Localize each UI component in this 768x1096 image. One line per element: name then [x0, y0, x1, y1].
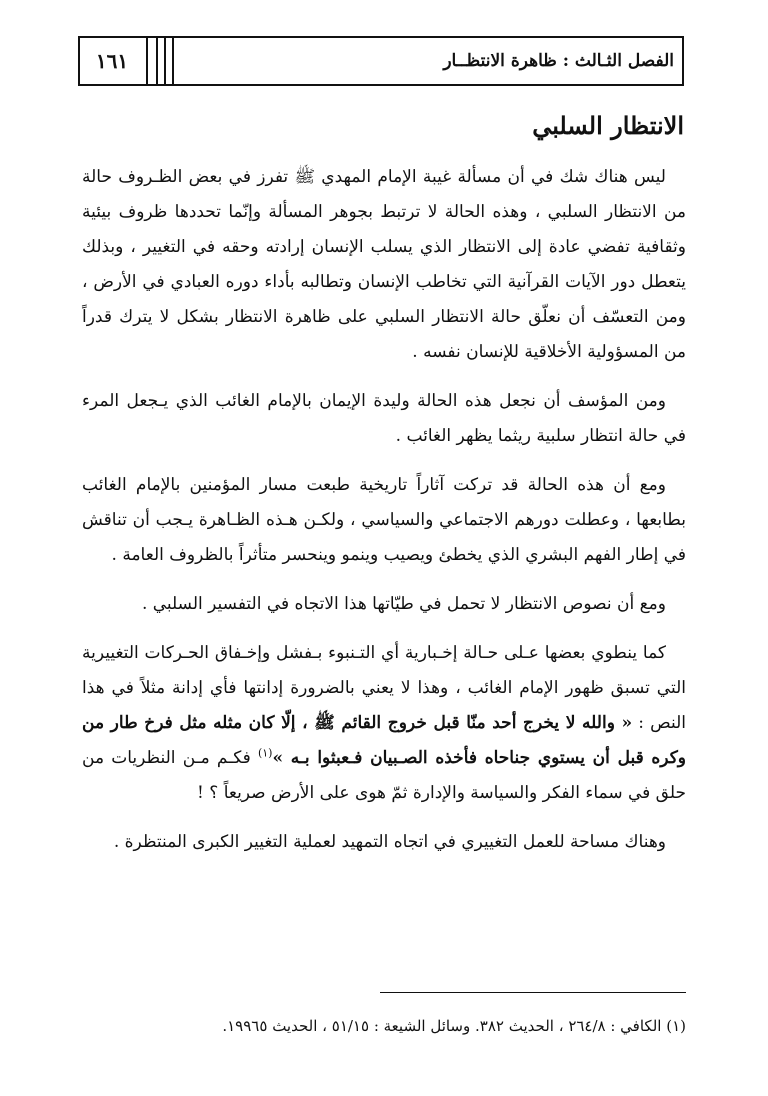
- paragraph-text: فكـم مـن النظريات من حلق في سماء الفكر والسياسة والإدارة ثمّ هوى على الأرض صريعاً ؟ !: [82, 748, 686, 803]
- hadith-quote: « والله لا يخرج أحد منّا قبل خروج القائم ﷺ ، إلّا كان مثله مثل فرخ طار من وكره قبل أن يستوي جناحاه فأخذه الصـبيان فـعبثوا بـه »: [82, 713, 686, 768]
- paragraph: ومع أن نصوص الانتظار لا تحمل في طيّاتها هذا الاتجاه في التفسير السلبي .: [141, 594, 666, 614]
- page-body: [82, 106, 686, 874]
- paragraph: ومع أن هذه الحالة قد تركت آثاراً تاريخية طبعت مسار المؤمنين بالإمام الغائب بطابعها ، وعطلت دورهم الاجتماعي والسياسي ، ولكـن هـذه الظـاهرة يـجب أن تناقش في إطار الفهم البشري الذي يخطئ ويصيب وينمو وينحسر متأثراً بالظروف العامة .: [82, 475, 686, 565]
- paragraph: ومن المؤسف أن نجعل هذه الحالة وليدة الإيمان بالإمام الغائب الذي يـجعل المرء في حالة انتظار سلبية ريثما يظهر الغائب .: [82, 391, 686, 446]
- paragraph: ليس هناك شك في أن مسألة غيبة الإمام المهدي ﷺ تفرز في بعض الظـروف حالة من الانتظار السلبي ، وهذه الحالة لا ترتبط بجوهر المسألة وإنّما تحددها ظروف بيئية وثقافية تفضي عادة إلى الانتظار الذي يسلب الإنسان إرادته وحقه في التغيير ، وبذلك يتعطل دور الآيات القرآنية التي تخاطب الإنسان وتطالبه بأداء دوره العبادي في الأرض ، ومن التعسّف أن نعلّق حالة الانتظار السلبي على ظاهرة الانتظار بشكل لا يترك قدراً من المسؤولية الأخلاقية للإنسان نفسه .: [82, 167, 686, 362]
- running-header: [78, 36, 684, 86]
- header-divider: [164, 36, 166, 86]
- chapter-title: الفصل الثـالث : ظاهرة الانتظــار: [443, 51, 674, 71]
- section-heading: الانتظار السلبي: [532, 111, 684, 140]
- paragraph-with-quote: [82, 636, 686, 811]
- paragraph: وهناك مساحة للعمل التغييري في اتجاه التمهيد لعملية التغيير الكبرى المنتظرة .: [113, 832, 666, 852]
- paragraph-text: كما ينطوي بعضها عـلى حـالة إخـبارية أي التـنبوء بـفشل وإخـفاق الحـركات التغييرية التي تسبق ظهور الإمام الغائب ، وهذا لا يعني بالضرورة إدانتها فأي إدانة مثلاً في هذا النص :: [82, 643, 686, 733]
- footnote: (١) الكافي : ٢٦٤/٨ ، الحديث ٣٨٢. وسائل الشيعة : ٥١/١٥ ، الحديث ١٩٩٦٥.: [222, 1017, 686, 1035]
- header-divider: [156, 36, 158, 86]
- header-divider: [172, 36, 174, 86]
- page-number: ١٦١: [78, 36, 148, 86]
- footnote-marker: (١): [257, 746, 273, 760]
- footnote-separator: [380, 992, 686, 993]
